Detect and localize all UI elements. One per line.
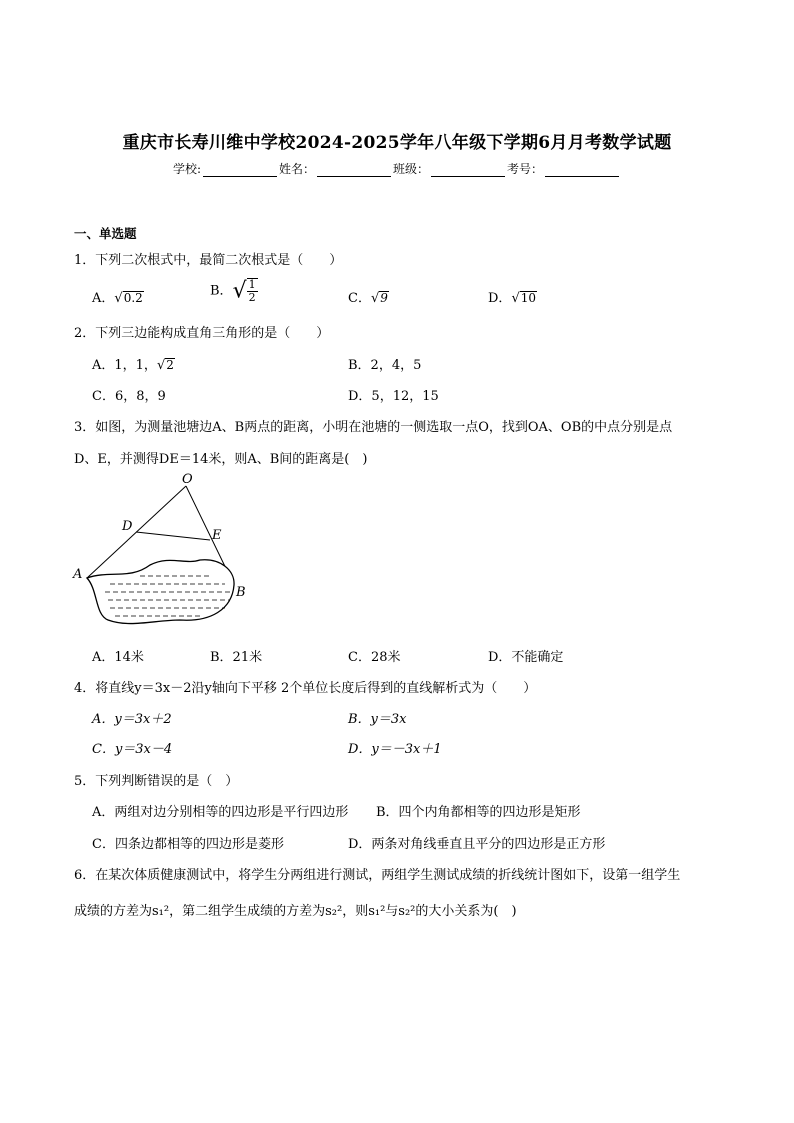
class-blank[interactable] xyxy=(431,164,505,177)
line-de xyxy=(136,532,210,540)
page-title: 重庆市长寿川维中学校2024-2025学年八年级下学期6月月考数学试题 xyxy=(122,133,672,153)
question-2-stem: 2．下列三边能构成直角三角形的是（ ） xyxy=(74,326,330,341)
q1-option-d[interactable]: D．√10 xyxy=(488,291,537,306)
name-blank[interactable] xyxy=(317,164,391,177)
q3-option-b[interactable]: B．21米 xyxy=(210,650,263,665)
fraction-numerator: 1 xyxy=(248,278,256,291)
q1-option-a[interactable]: A．√0.2 xyxy=(92,291,143,306)
q1-option-b-fraction xyxy=(247,278,258,304)
question-1-stem: 1．下列二次根式中，最简二次根式是（ ） xyxy=(74,253,343,268)
q1-option-c-label: C． xyxy=(348,291,371,306)
question-6-stem-line-1: 6．在某次体质健康测试中，将学生分两组进行测试，两组学生测试成绩的折线统计图如下，设第一组学生 xyxy=(74,868,681,883)
section-heading: 一、单选题 xyxy=(74,226,137,241)
q5-option-b[interactable]: B．四个内角都相等的四边形是矩形 xyxy=(376,805,581,820)
point-o-label: O xyxy=(182,472,193,487)
student-info-line xyxy=(0,160,794,177)
q4-option-b[interactable]: B．y＝3x xyxy=(348,712,407,727)
q3-option-a[interactable]: A．14米 xyxy=(92,650,144,665)
question-3-stem-line-1: 3．如图，为测量池塘边A、B两点的距离，小明在池塘的一侧选取一点O，找到OA、OB的中点分别是点 xyxy=(74,420,673,435)
q5-option-a[interactable]: A．两组对边分别相等的四边形是平行四边形 xyxy=(92,805,349,820)
q1-option-c[interactable]: C．√9 xyxy=(348,291,388,306)
q1-option-b-label: B． xyxy=(210,283,233,299)
question-4-stem: 4．将直线y＝3x－2沿y轴向下平移 2个单位长度后得到的直线解析式为（ ） xyxy=(74,681,537,696)
point-e-label: E xyxy=(212,528,222,543)
pond-diagram xyxy=(70,470,260,640)
q4-option-a[interactable]: A．y＝3x＋2 xyxy=(92,712,172,727)
name-label: 姓名： xyxy=(279,162,316,176)
q1-option-c-radicand: 9 xyxy=(380,291,388,305)
q1-option-b[interactable]: B．√ $\frac{1}{2}$ xyxy=(210,278,256,304)
point-b-label: B xyxy=(236,585,246,600)
fraction-denominator: 2 xyxy=(248,291,256,304)
school-blank[interactable] xyxy=(203,164,277,177)
q4-option-c[interactable]: C．y＝3x－4 xyxy=(92,742,173,757)
q1-option-a-radicand: 0.2 xyxy=(123,291,143,305)
q5-option-d[interactable]: D．两条对角线垂直且平分的四边形是正方形 xyxy=(348,837,606,852)
q1-option-d-radicand: 10 xyxy=(520,291,537,305)
question-6-stem-line-2: 成绩的方差为s₁²，第二组学生成绩的方差为s₂²，则s₁²与s₂²的大小关系为( ) xyxy=(74,904,517,919)
q2-option-a[interactable]: A．1，1，√2 xyxy=(92,358,174,373)
q2-option-d[interactable]: D．5，12，15 xyxy=(348,389,439,404)
q5-option-c[interactable]: C．四条边都相等的四边形是菱形 xyxy=(92,837,284,852)
q2-option-b[interactable]: B．2，4，5 xyxy=(348,358,422,373)
q2-option-a-radicand: 2 xyxy=(166,358,174,372)
q1-option-d-label: D． xyxy=(488,291,512,306)
q2-option-c[interactable]: C．6，8，9 xyxy=(92,389,166,404)
point-d-label: D xyxy=(122,519,133,534)
class-label: 班级： xyxy=(393,162,430,176)
question-3-stem-line-2: D、E，并测得DE＝14米，则A、B间的距离是( ) xyxy=(74,452,368,467)
q3-option-c[interactable]: C．28米 xyxy=(348,650,401,665)
q3-option-d[interactable]: D．不能确定 xyxy=(488,650,564,665)
point-a-label: A xyxy=(73,567,83,582)
q1-option-a-label: A． xyxy=(92,291,115,306)
number-label: 考号： xyxy=(507,162,544,176)
q4-option-d[interactable]: D．y＝－3x＋1 xyxy=(348,742,442,757)
question-5-stem: 5．下列判断错误的是（ ） xyxy=(74,774,239,789)
q2-option-a-label: A．1，1， xyxy=(92,358,157,373)
school-label: 学校: xyxy=(172,162,201,176)
number-blank[interactable] xyxy=(545,164,619,177)
